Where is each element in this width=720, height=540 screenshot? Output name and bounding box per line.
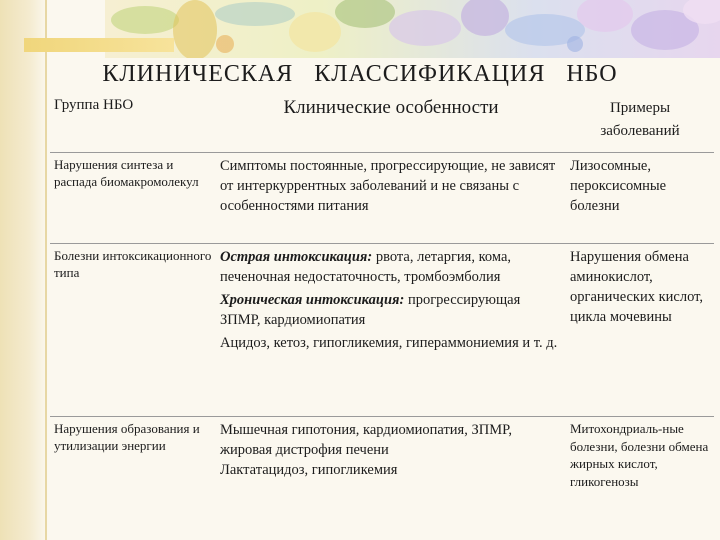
chronic-intoxication-text: прогрессирующая ЗПМР, кардиомиопатия: [220, 292, 521, 328]
row-group-cell: Нарушения синтеза и распада биомакромолекул: [50, 153, 216, 244]
row-features-cell: Симптомы постоянные, прогрессирующие, не зависят от интеркуррентных заболеваний и не связаны с особенностями питания: [216, 153, 566, 244]
classification-table: [50, 94, 714, 533]
header-features: Клинические особенности: [216, 94, 566, 153]
table-row: [50, 153, 714, 244]
row-examples-cell: Нарушения обмена аминокислот, органических кислот, цикла мочевины: [566, 244, 714, 417]
acute-intoxication-label: Острая интоксикация:: [220, 249, 373, 265]
header-group: Группа НБО: [50, 94, 216, 153]
row-group-cell: Нарушения образования и утилизации энергии: [54, 421, 200, 453]
table-header-row: [50, 94, 714, 153]
floral-banner-image: [105, 0, 720, 58]
metabolic-signs-text: Ацидоз, кетоз, гипогликемия, гипераммониемия и т. д.: [220, 335, 558, 351]
chronic-intoxication-label: Хроническая интоксикация:: [220, 292, 405, 308]
row-features-cell: [216, 417, 566, 534]
header-accent-bar: [24, 38, 174, 52]
page-title: КЛИНИЧЕСКАЯ КЛАССИФИКАЦИЯ НБО: [102, 61, 618, 87]
row-group-cell: Болезни интоксикационного типа: [50, 244, 216, 417]
header-floral-banner: [105, 0, 720, 58]
table-row: [50, 417, 714, 534]
chronic-intoxication-block: [220, 290, 562, 330]
row-examples-cell: Митохондриаль-ные болезни, болезни обмена жирных кислот, гликогенозы: [570, 421, 709, 489]
acute-intoxication-text: рвота, летаргия, кома, печеночная недостаточность, тромбоэмболия: [220, 249, 512, 285]
table-row: [50, 244, 714, 417]
row-examples-cell: Лизосомные, пероксисомные болезни: [566, 153, 714, 244]
header-examples: Примеры заболеваний: [566, 94, 714, 153]
row-features-cell: [216, 244, 566, 417]
energy-features-text: Мышечная гипотония, кардиомиопатия, ЗПМР, жировая дистрофия печени: [220, 422, 512, 458]
energy-extra-text: Лактатацидоз, гипогликемия: [220, 462, 398, 478]
